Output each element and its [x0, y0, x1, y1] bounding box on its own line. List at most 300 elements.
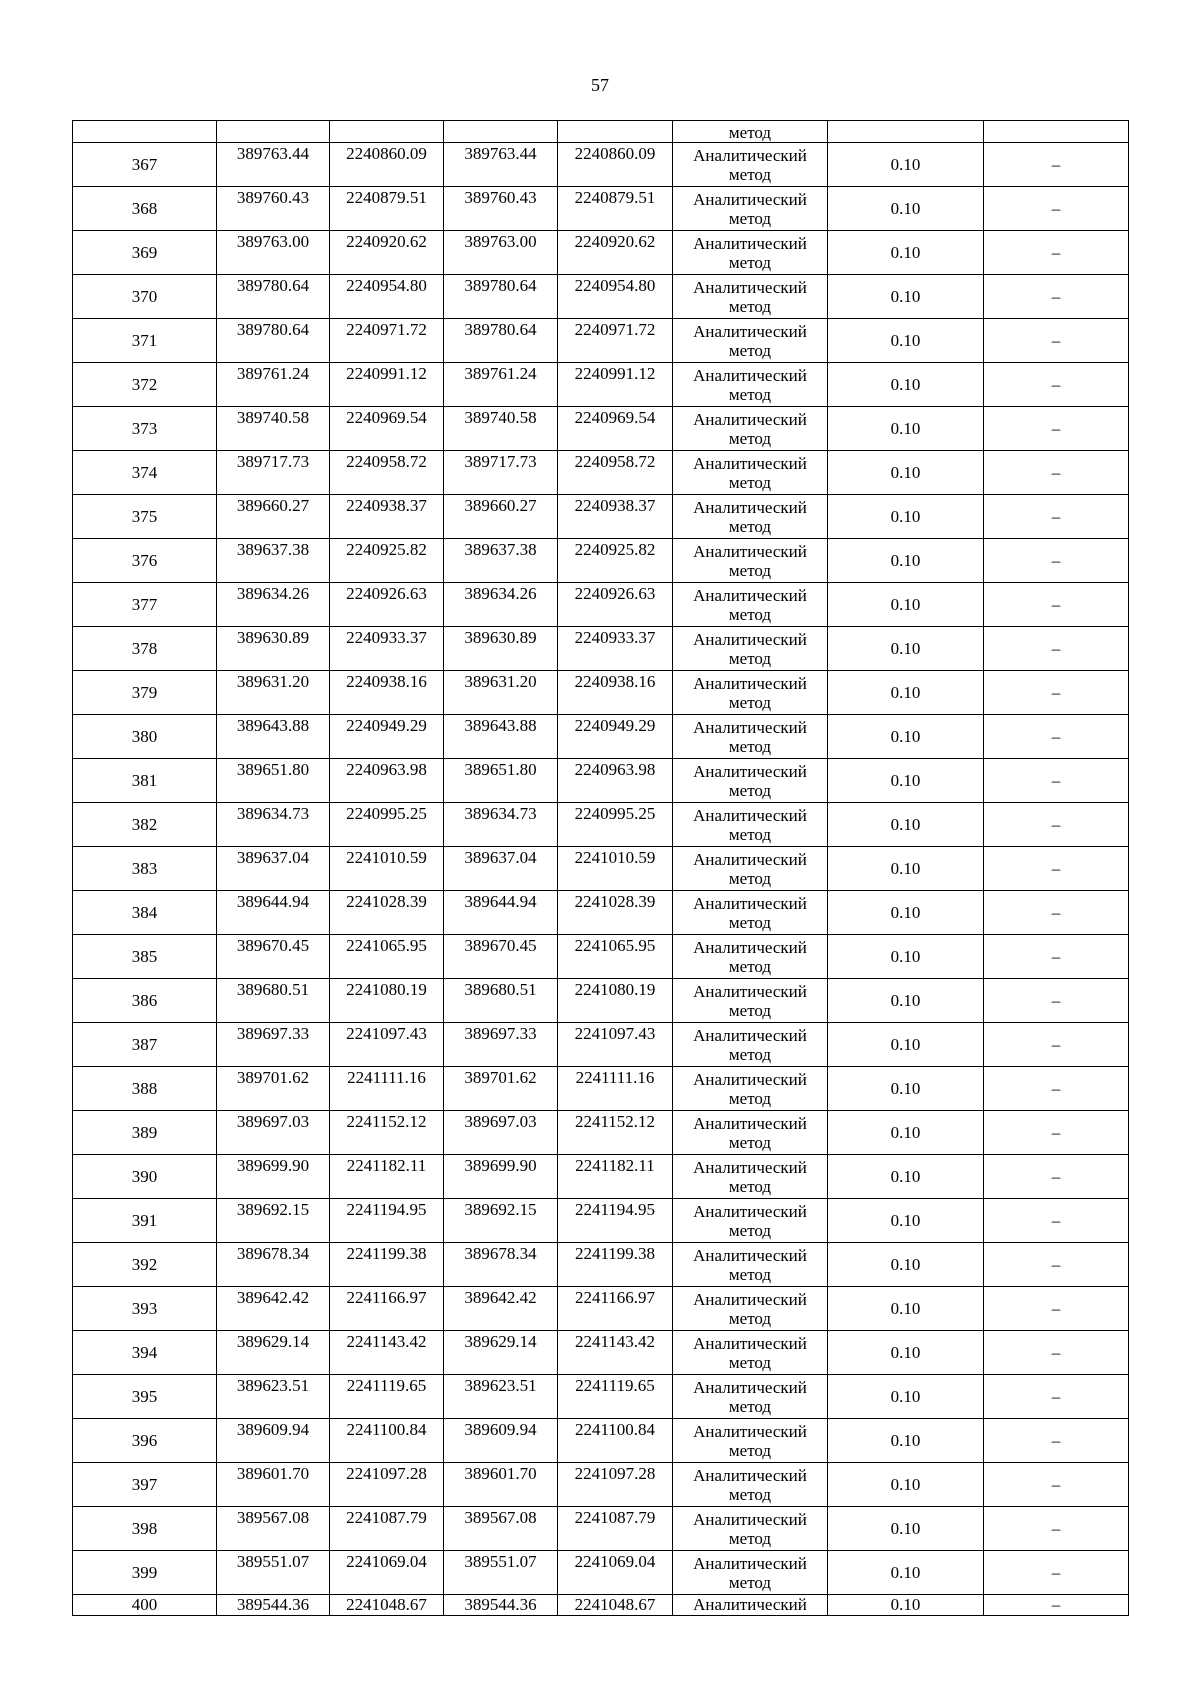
cell-x-new: 389678.34 — [444, 1243, 558, 1287]
table-row — [73, 1023, 1129, 1067]
method-line-2: метод — [728, 1440, 772, 1460]
cell-y-old: 2240933.37 — [330, 627, 444, 671]
cell-x-old: 389643.88 — [217, 715, 330, 759]
cell-x-new: 389740.58 — [444, 407, 558, 451]
cell-accuracy: 0.10 — [828, 539, 984, 583]
cell-y-new: 2241111.16 — [558, 1067, 673, 1111]
cell-point-number: 400 — [73, 1595, 217, 1616]
cell-x-new: 389634.26 — [444, 583, 558, 627]
cell-y-old: 2240958.72 — [330, 451, 444, 495]
cell-accuracy — [828, 121, 984, 143]
cell-note: – — [984, 715, 1129, 759]
method-line-1: Аналитический — [693, 1377, 807, 1397]
coordinates-table — [72, 120, 1129, 1616]
cell-point-number: 370 — [73, 275, 217, 319]
cell-point-number: 393 — [73, 1287, 217, 1331]
method-line-1: Аналитический — [693, 849, 807, 869]
cell-x-old: 389601.70 — [217, 1463, 330, 1507]
cell-accuracy: 0.10 — [828, 803, 984, 847]
table-row — [73, 143, 1129, 187]
cell-point-number: 368 — [73, 187, 217, 231]
cell-note: – — [984, 363, 1129, 407]
cell-y-new: 2240938.16 — [558, 671, 673, 715]
table-row — [73, 759, 1129, 803]
cell-x-old: 389780.64 — [217, 275, 330, 319]
method-line-2: метод — [728, 560, 772, 580]
method-line-2: метод — [728, 208, 772, 228]
method-line-2: метод — [728, 1220, 772, 1240]
cell-method — [673, 143, 828, 187]
cell-y-old: 2241048.67 — [330, 1595, 444, 1616]
cell-x-new: 389637.38 — [444, 539, 558, 583]
table-row — [73, 275, 1129, 319]
cell-note: – — [984, 1067, 1129, 1111]
cell-accuracy: 0.10 — [828, 143, 984, 187]
cell-y-old: 2241182.11 — [330, 1155, 444, 1199]
cell-note: – — [984, 1375, 1129, 1419]
cell-point-number: 372 — [73, 363, 217, 407]
method-line-2: метод — [728, 1000, 772, 1020]
cell-x-new: 389699.90 — [444, 1155, 558, 1199]
cell-method — [673, 627, 828, 671]
cell-note: – — [984, 1155, 1129, 1199]
cell-y-old: 2241152.12 — [330, 1111, 444, 1155]
table-row — [73, 187, 1129, 231]
cell-accuracy: 0.10 — [828, 979, 984, 1023]
table-row — [73, 1155, 1129, 1199]
cell-x-new: 389623.51 — [444, 1375, 558, 1419]
page-number: 57 — [591, 75, 609, 95]
table-row — [73, 891, 1129, 935]
cell-accuracy: 0.10 — [828, 583, 984, 627]
table-row — [73, 1551, 1129, 1595]
cell-note: – — [984, 187, 1129, 231]
cell-accuracy: 0.10 — [828, 1155, 984, 1199]
cell-x-new: 389637.04 — [444, 847, 558, 891]
cell-y-old: 2240954.80 — [330, 275, 444, 319]
cell-y-new: 2241010.59 — [558, 847, 673, 891]
cell-accuracy: 0.10 — [828, 319, 984, 363]
cell-x-new: 389763.44 — [444, 143, 558, 187]
cell-x-new: 389680.51 — [444, 979, 558, 1023]
cell-accuracy: 0.10 — [828, 495, 984, 539]
cell-y-new: 2241048.67 — [558, 1595, 673, 1616]
cell-point-number: 377 — [73, 583, 217, 627]
cell-x-old: 389692.15 — [217, 1199, 330, 1243]
cell-x-new: 389780.64 — [444, 319, 558, 363]
cell-accuracy: 0.10 — [828, 1419, 984, 1463]
cell-accuracy: 0.10 — [828, 1067, 984, 1111]
cell-accuracy: 0.10 — [828, 891, 984, 935]
cell-x-old: 389634.73 — [217, 803, 330, 847]
table-row — [73, 495, 1129, 539]
method-line-1: Аналитический — [693, 145, 807, 165]
method-line-1: Аналитический — [693, 1465, 807, 1485]
cell-method — [673, 451, 828, 495]
cell-note: – — [984, 803, 1129, 847]
cell-x-old: 389634.26 — [217, 583, 330, 627]
table-row — [73, 803, 1129, 847]
cell-accuracy: 0.10 — [828, 671, 984, 715]
table-row-last — [73, 1595, 1129, 1616]
table-row — [73, 979, 1129, 1023]
cell-method — [673, 1419, 828, 1463]
cell-note: – — [984, 583, 1129, 627]
cell-point-number: 369 — [73, 231, 217, 275]
cell-y-new: 2240969.54 — [558, 407, 673, 451]
cell-x-old: 389637.38 — [217, 539, 330, 583]
cell-method — [673, 1507, 828, 1551]
cell-y-new: 2241199.38 — [558, 1243, 673, 1287]
method-line-2: метод — [728, 1352, 772, 1372]
cell-note: – — [984, 1551, 1129, 1595]
cell-note: – — [984, 1243, 1129, 1287]
cell-y-old: 2241028.39 — [330, 891, 444, 935]
cell-y-old: 2240969.54 — [330, 407, 444, 451]
cell-note: – — [984, 979, 1129, 1023]
cell-method — [673, 1463, 828, 1507]
cell-y-new: 2240926.63 — [558, 583, 673, 627]
cell-point-number: 378 — [73, 627, 217, 671]
cell-method — [673, 407, 828, 451]
cell-x-old: 389660.27 — [217, 495, 330, 539]
cell-accuracy: 0.10 — [828, 1595, 984, 1616]
cell-x-new: 389660.27 — [444, 495, 558, 539]
cell-note — [984, 121, 1129, 143]
cell-y-new: 2240933.37 — [558, 627, 673, 671]
cell-x-old: 389763.44 — [217, 143, 330, 187]
cell-note: – — [984, 1023, 1129, 1067]
cell-x-old — [217, 121, 330, 143]
cell-point-number: 395 — [73, 1375, 217, 1419]
cell-note: – — [984, 319, 1129, 363]
cell-method — [673, 319, 828, 363]
cell-x-new: 389544.36 — [444, 1595, 558, 1616]
cell-y-new: 2241080.19 — [558, 979, 673, 1023]
cell-accuracy: 0.10 — [828, 363, 984, 407]
cell-method — [673, 1155, 828, 1199]
cell-accuracy: 0.10 — [828, 231, 984, 275]
cell-y-new: 2241166.97 — [558, 1287, 673, 1331]
method-line-2: метод — [728, 428, 772, 448]
cell-x-new: 389643.88 — [444, 715, 558, 759]
method-line-1: Аналитический — [693, 1289, 807, 1309]
cell-note: – — [984, 495, 1129, 539]
method-line-1: Аналитический — [693, 233, 807, 253]
cell-y-old: 2240926.63 — [330, 583, 444, 627]
cell-x-old: 389630.89 — [217, 627, 330, 671]
cell-point-number: 382 — [73, 803, 217, 847]
cell-accuracy: 0.10 — [828, 1463, 984, 1507]
cell-x-new — [444, 121, 558, 143]
cell-note: – — [984, 1419, 1129, 1463]
cell-x-old: 389670.45 — [217, 935, 330, 979]
method-line-1: Аналитический — [693, 673, 807, 693]
cell-x-old: 389760.43 — [217, 187, 330, 231]
cell-method — [673, 231, 828, 275]
cell-point-number: 394 — [73, 1331, 217, 1375]
method-line-2: метод — [728, 164, 772, 184]
cell-point-number: 386 — [73, 979, 217, 1023]
method-line-1: Аналитический — [693, 1157, 807, 1177]
cell-y-old: 2241069.04 — [330, 1551, 444, 1595]
cell-x-old: 389763.00 — [217, 231, 330, 275]
method-line-2: метод — [728, 692, 772, 712]
cell-note: – — [984, 1463, 1129, 1507]
cell-point-number: 375 — [73, 495, 217, 539]
cell-point-number: 391 — [73, 1199, 217, 1243]
cell-note: – — [984, 671, 1129, 715]
cell-method — [673, 1331, 828, 1375]
cell-method — [673, 715, 828, 759]
method-line-2: метод — [728, 472, 772, 492]
cell-y-old: 2240938.16 — [330, 671, 444, 715]
cell-y-old: 2240920.62 — [330, 231, 444, 275]
cell-accuracy: 0.10 — [828, 1331, 984, 1375]
table-row — [73, 935, 1129, 979]
method-line-2: метод — [728, 516, 772, 536]
cell-point-number: 371 — [73, 319, 217, 363]
cell-y-old: 2240949.29 — [330, 715, 444, 759]
cell-y-new: 2241097.28 — [558, 1463, 673, 1507]
cell-x-old: 389637.04 — [217, 847, 330, 891]
method-line-1: Аналитический — [693, 277, 807, 297]
cell-x-old: 389551.07 — [217, 1551, 330, 1595]
cell-accuracy: 0.10 — [828, 1199, 984, 1243]
cell-x-new: 389634.73 — [444, 803, 558, 847]
cell-y-old: 2240860.09 — [330, 143, 444, 187]
cell-accuracy: 0.10 — [828, 1551, 984, 1595]
method-line-2: метод — [728, 1176, 772, 1196]
cell-x-old: 389699.90 — [217, 1155, 330, 1199]
table-body — [73, 121, 1129, 1616]
cell-x-old: 389761.24 — [217, 363, 330, 407]
cell-x-old: 389609.94 — [217, 1419, 330, 1463]
cell-y-old: 2241111.16 — [330, 1067, 444, 1111]
method-line-1: Аналитический — [693, 1421, 807, 1441]
cell-accuracy: 0.10 — [828, 275, 984, 319]
cell-point-number: 379 — [73, 671, 217, 715]
cell-y-new: 2240958.72 — [558, 451, 673, 495]
cell-y-old: 2241100.84 — [330, 1419, 444, 1463]
cell-x-new: 389631.20 — [444, 671, 558, 715]
method-line-1: Аналитический — [693, 585, 807, 605]
cell-x-new: 389551.07 — [444, 1551, 558, 1595]
method-line-1: Аналитический — [693, 189, 807, 209]
cell-note: – — [984, 451, 1129, 495]
cell-y-new: 2241100.84 — [558, 1419, 673, 1463]
cell-note: – — [984, 231, 1129, 275]
cell-x-old: 389629.14 — [217, 1331, 330, 1375]
cell-method — [673, 891, 828, 935]
cell-point-number: 389 — [73, 1111, 217, 1155]
continued-row — [73, 121, 1129, 143]
method-line-2: метод — [728, 252, 772, 272]
cell-y-new: 2241119.65 — [558, 1375, 673, 1419]
cell-point-number: 392 — [73, 1243, 217, 1287]
cell-accuracy: 0.10 — [828, 451, 984, 495]
cell-y-new: 2241028.39 — [558, 891, 673, 935]
method-line-2: метод — [728, 912, 772, 932]
cell-accuracy: 0.10 — [828, 407, 984, 451]
cell-point-number: 383 — [73, 847, 217, 891]
cell-accuracy: 0.10 — [828, 715, 984, 759]
cell-y-old: 2241194.95 — [330, 1199, 444, 1243]
cell-point-number: 396 — [73, 1419, 217, 1463]
cell-y-old: 2241199.38 — [330, 1243, 444, 1287]
cell-y-new: 2240991.12 — [558, 363, 673, 407]
cell-method — [673, 1243, 828, 1287]
cell-method — [673, 1023, 828, 1067]
cell-y-new: 2241065.95 — [558, 935, 673, 979]
method-line-2: метод — [728, 956, 772, 976]
cell-y-new: 2240860.09 — [558, 143, 673, 187]
table-row — [73, 1375, 1129, 1419]
method-line-1: Аналитический — [693, 937, 807, 957]
cell-y-old: 2241097.28 — [330, 1463, 444, 1507]
cell-accuracy: 0.10 — [828, 187, 984, 231]
cell-y-new: 2240938.37 — [558, 495, 673, 539]
method-line-1: Аналитический — [693, 629, 807, 649]
cell-y-old: 2240971.72 — [330, 319, 444, 363]
table-row — [73, 1287, 1129, 1331]
table-row — [73, 539, 1129, 583]
cell-x-new: 389630.89 — [444, 627, 558, 671]
cell-x-old: 389623.51 — [217, 1375, 330, 1419]
cell-method — [673, 539, 828, 583]
cell-method — [673, 1067, 828, 1111]
cell-x-old: 389780.64 — [217, 319, 330, 363]
table-row — [73, 671, 1129, 715]
cell-accuracy: 0.10 — [828, 1287, 984, 1331]
method-line-2: метод — [728, 868, 772, 888]
cell-x-new: 389763.00 — [444, 231, 558, 275]
cell-x-old: 389740.58 — [217, 407, 330, 451]
method-line-2: метод — [728, 736, 772, 756]
cell-y-new: 2241143.42 — [558, 1331, 673, 1375]
method-line-1: Аналитический — [693, 1333, 807, 1353]
cell-y-old: 2240938.37 — [330, 495, 444, 539]
cell-accuracy: 0.10 — [828, 1507, 984, 1551]
method-line-2: метод — [728, 1396, 772, 1416]
table-row — [73, 1199, 1129, 1243]
cell-y-old: 2240995.25 — [330, 803, 444, 847]
cell-method — [673, 847, 828, 891]
method-line-2: метод — [728, 1088, 772, 1108]
method-line-1: Аналитический — [693, 893, 807, 913]
cell-y-new: 2241069.04 — [558, 1551, 673, 1595]
method-line-1: Аналитический — [693, 453, 807, 473]
table-row — [73, 1067, 1129, 1111]
cell-y-new: 2241087.79 — [558, 1507, 673, 1551]
cell-x-new: 389697.03 — [444, 1111, 558, 1155]
cell-y-new: 2240920.62 — [558, 231, 673, 275]
cell-x-new: 389697.33 — [444, 1023, 558, 1067]
cell-note: – — [984, 1111, 1129, 1155]
method-line-1: Аналитический — [693, 409, 807, 429]
cell-x-old: 389644.94 — [217, 891, 330, 935]
cell-x-new: 389651.80 — [444, 759, 558, 803]
method-line-2: метод — [728, 1572, 772, 1592]
cell-x-new: 389670.45 — [444, 935, 558, 979]
cell-point-number: 390 — [73, 1155, 217, 1199]
cell-x-old: 389631.20 — [217, 671, 330, 715]
cell-accuracy: 0.10 — [828, 1243, 984, 1287]
cell-y-old: 2240963.98 — [330, 759, 444, 803]
cell-accuracy: 0.10 — [828, 847, 984, 891]
method-line-1: Аналитический — [693, 1509, 807, 1529]
cell-method — [673, 671, 828, 715]
method-line-2: метод — [728, 1308, 772, 1328]
cell-method — [673, 1111, 828, 1155]
cell-y-old: 2241010.59 — [330, 847, 444, 891]
cell-y-old: 2241097.43 — [330, 1023, 444, 1067]
method-line-2: метод — [728, 824, 772, 844]
method-line-1: Аналитический — [693, 717, 807, 737]
cell-x-old: 389701.62 — [217, 1067, 330, 1111]
cell-x-new: 389717.73 — [444, 451, 558, 495]
table-row — [73, 1463, 1129, 1507]
cell-accuracy: 0.10 — [828, 935, 984, 979]
cell-x-new: 389567.08 — [444, 1507, 558, 1551]
cell-y-new: 2240925.82 — [558, 539, 673, 583]
method-line-1: Аналитический — [693, 1245, 807, 1265]
cell-point-number: 374 — [73, 451, 217, 495]
cell-method — [673, 363, 828, 407]
method-line-1: Аналитический — [693, 1025, 807, 1045]
cell-method — [673, 583, 828, 627]
cell-method — [673, 935, 828, 979]
cell-note: – — [984, 1507, 1129, 1551]
cell-method — [673, 979, 828, 1023]
cell-point-number: 388 — [73, 1067, 217, 1111]
cell-method — [673, 187, 828, 231]
cell-method — [673, 275, 828, 319]
method-line-2: метод — [728, 1528, 772, 1548]
cell-y-old: 2241080.19 — [330, 979, 444, 1023]
cell-accuracy: 0.10 — [828, 1111, 984, 1155]
cell-point-number: 380 — [73, 715, 217, 759]
cell-method — [673, 759, 828, 803]
cell-y-new — [558, 121, 673, 143]
method-line-2: метод — [728, 648, 772, 668]
cell-point-number: 387 — [73, 1023, 217, 1067]
cell-x-new: 389644.94 — [444, 891, 558, 935]
cell-y-old: 2240925.82 — [330, 539, 444, 583]
cell-note: – — [984, 847, 1129, 891]
cell-method: метод — [673, 121, 828, 143]
cell-note: – — [984, 539, 1129, 583]
cell-x-old: 389697.33 — [217, 1023, 330, 1067]
cell-point-number — [73, 121, 217, 143]
cell-point-number: 367 — [73, 143, 217, 187]
cell-x-old: 389544.36 — [217, 1595, 330, 1616]
cell-accuracy: 0.10 — [828, 627, 984, 671]
cell-y-new: 2240963.98 — [558, 759, 673, 803]
cell-x-new: 389760.43 — [444, 187, 558, 231]
cell-y-new: 2241182.11 — [558, 1155, 673, 1199]
cell-method — [673, 1551, 828, 1595]
cell-note: – — [984, 1199, 1129, 1243]
method-line-1: Аналитический — [693, 1069, 807, 1089]
table-row — [73, 1331, 1129, 1375]
cell-point-number: 384 — [73, 891, 217, 935]
cell-method — [673, 803, 828, 847]
cell-y-old: 2241087.79 — [330, 1507, 444, 1551]
method-line-2: метод — [728, 1132, 772, 1152]
method-line-1: Аналитический — [693, 321, 807, 341]
cell-x-new: 389642.42 — [444, 1287, 558, 1331]
